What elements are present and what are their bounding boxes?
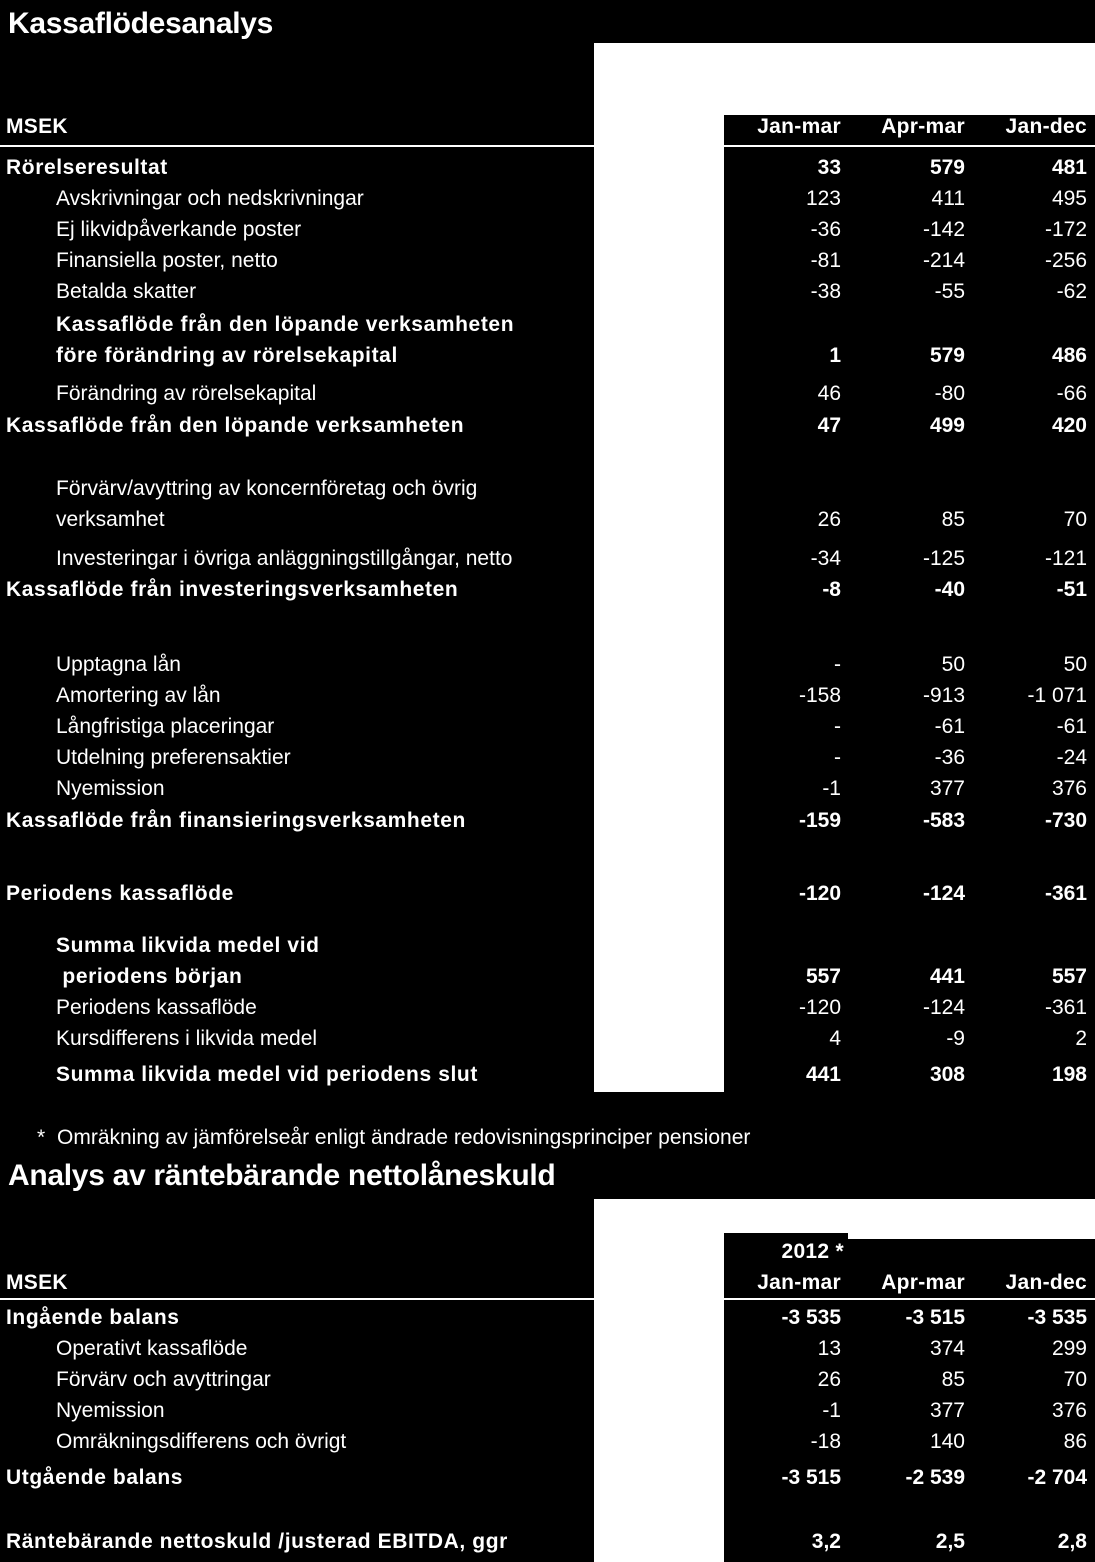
cashflow-row-label: Nyemission bbox=[56, 777, 165, 800]
cashflow-row-label: Utdelning preferensaktier bbox=[56, 746, 291, 769]
cashflow-row-value: -1 071 bbox=[1027, 684, 1087, 707]
cashflow-row-value: -730 bbox=[1044, 809, 1087, 832]
cashflow-row-value: -36 bbox=[934, 746, 965, 769]
netdebt-row-label: Ingående balans bbox=[6, 1306, 180, 1329]
cashflow-row-value: 441 bbox=[805, 1063, 841, 1086]
cashflow-row-value: 198 bbox=[1051, 1063, 1087, 1086]
netdebt-row-value: 13 bbox=[817, 1337, 841, 1360]
cashflow-row-value: -120 bbox=[798, 996, 841, 1019]
cashflow-row-value: 70 bbox=[1063, 508, 1087, 531]
cashflow-row-label: Kassaflöde från den löpande verksamheten bbox=[56, 313, 515, 336]
netdebt-row-value: 299 bbox=[1051, 1337, 1087, 1360]
netdebt-row-value: 2,5 bbox=[935, 1530, 965, 1553]
cashflow-row-label: Upptagna lån bbox=[56, 653, 181, 676]
netdebt-row-label: Räntebärande nettoskuld /justerad EBITDA, ggr bbox=[6, 1530, 508, 1553]
cashflow-row-label: Summa likvida medel vid periodens slut bbox=[56, 1063, 478, 1086]
cashflow-row-label: Investeringar i övriga anläggningstillgångar, netto bbox=[56, 547, 513, 570]
cashflow-row-value: 557 bbox=[805, 965, 841, 988]
cashflow-row-label: Ej likvidpåverkande poster bbox=[56, 218, 302, 241]
footnote-marker: * bbox=[37, 1126, 46, 1149]
white-column-block-mid bbox=[594, 115, 724, 1092]
cashflow-row-label-line2: före förändring av rörelsekapital bbox=[56, 344, 398, 367]
cashflow-row-value: - bbox=[834, 715, 841, 738]
netdebt-row-label: Omräkningsdifferens och övrigt bbox=[56, 1430, 347, 1453]
cashflow-row-value: -120 bbox=[798, 882, 841, 905]
netdebt-row-value: -18 bbox=[810, 1430, 841, 1453]
cashflow-row-label: Kassaflöde från investeringsverksamheten bbox=[6, 578, 459, 601]
netdebt-row-label: Utgående balans bbox=[6, 1466, 184, 1489]
cashflow-row-label: Amortering av lån bbox=[56, 684, 221, 707]
cashflow-row-value: - bbox=[834, 746, 841, 769]
column-header-jan-dec-netdebt: Jan-dec bbox=[1005, 1271, 1087, 1294]
cashflow-row-value: -142 bbox=[922, 218, 965, 241]
cashflow-row-value: -81 bbox=[810, 249, 841, 272]
cashflow-row-value: 481 bbox=[1051, 156, 1087, 179]
netdebt-row-value: -3 515 bbox=[905, 1306, 965, 1329]
netdebt-row-label: Förvärv och avyttringar bbox=[56, 1368, 271, 1391]
netdebt-row-value: 374 bbox=[929, 1337, 965, 1360]
cashflow-row-label-line2: periodens början bbox=[56, 965, 243, 988]
cashflow-row-value: 486 bbox=[1051, 344, 1087, 367]
netdebt-row-value: -2 704 bbox=[1027, 1466, 1087, 1489]
cashflow-row-value: 4 bbox=[829, 1027, 841, 1050]
cashflow-row-value: -214 bbox=[922, 249, 965, 272]
netdebt-row-value: -3 535 bbox=[1027, 1306, 1087, 1329]
cashflow-row-value: -124 bbox=[922, 996, 965, 1019]
year-label: 2012 * bbox=[781, 1240, 844, 1263]
page-title-netdebt: Analys av räntebärande nettolåneskuld bbox=[8, 1159, 556, 1192]
cashflow-row-value: 33 bbox=[817, 156, 841, 179]
cashflow-row-value: -256 bbox=[1044, 249, 1087, 272]
cashflow-row-label: Kursdifferens i likvida medel bbox=[56, 1027, 318, 1050]
netdebt-row-value: 2,8 bbox=[1057, 1530, 1087, 1553]
cashflow-row-label: Rörelseresultat bbox=[6, 156, 168, 179]
cashflow-row-label: Långfristiga placeringar bbox=[56, 715, 275, 738]
cashflow-row-value: -38 bbox=[810, 280, 841, 303]
cashflow-row-value: -125 bbox=[922, 547, 965, 570]
cashflow-row-value: 579 bbox=[929, 156, 965, 179]
cashflow-row-value: -1 bbox=[822, 777, 841, 800]
column-header-jan-dec: Jan-dec bbox=[1005, 115, 1087, 138]
unit-label: MSEK bbox=[6, 115, 68, 138]
netdebt-row-value: 3,2 bbox=[811, 1530, 841, 1553]
white-column-block-bottom-header bbox=[724, 1199, 848, 1233]
cashflow-row-value: -121 bbox=[1044, 547, 1087, 570]
page-title-cashflow: Kassaflödesanalys bbox=[8, 7, 274, 40]
white-column-block-top bbox=[594, 43, 1095, 115]
cashflow-row-label: Avskrivningar och nedskrivningar bbox=[56, 187, 364, 210]
cashflow-row-value: 46 bbox=[817, 382, 841, 405]
cashflow-row-value: 376 bbox=[1051, 777, 1087, 800]
column-header-apr-mar: Apr-mar bbox=[881, 115, 965, 138]
cashflow-row-value: -34 bbox=[810, 547, 841, 570]
cashflow-row-value: 50 bbox=[1063, 653, 1087, 676]
cashflow-row-value: -361 bbox=[1044, 996, 1087, 1019]
netdebt-row-value: -2 539 bbox=[905, 1466, 965, 1489]
unit-label-netdebt: MSEK bbox=[6, 1271, 68, 1294]
cashflow-row-value: -61 bbox=[1056, 715, 1087, 738]
cashflow-row-value: -172 bbox=[1044, 218, 1087, 241]
cashflow-row-value: -66 bbox=[1056, 382, 1087, 405]
cashflow-row-value: -61 bbox=[934, 715, 965, 738]
netdebt-row-value: 376 bbox=[1051, 1399, 1087, 1422]
netdebt-row-value: -1 bbox=[822, 1399, 841, 1422]
netdebt-row-value: 86 bbox=[1063, 1430, 1087, 1453]
cashflow-row-value: 377 bbox=[929, 777, 965, 800]
white-column-block-bottom bbox=[594, 1199, 724, 1562]
cashflow-row-value: -913 bbox=[922, 684, 965, 707]
cashflow-row-value: -80 bbox=[934, 382, 965, 405]
column-header-jan-mar-netdebt: Jan-mar bbox=[757, 1271, 841, 1294]
column-header-apr-mar-netdebt: Apr-mar bbox=[881, 1271, 965, 1294]
cashflow-row-value: 85 bbox=[941, 508, 965, 531]
cashflow-row-label: Förvärv/avyttring av koncernföretag och övrig bbox=[56, 477, 478, 500]
cashflow-row-value: 579 bbox=[929, 344, 965, 367]
cashflow-row-label: Förändring av rörelsekapital bbox=[56, 382, 317, 405]
netdebt-row-label: Nyemission bbox=[56, 1399, 165, 1422]
cashflow-row-value: 557 bbox=[1051, 965, 1087, 988]
cashflow-row-value: 50 bbox=[941, 653, 965, 676]
footnote: Omräkning av jämförelseår enligt ändrade redovisningsprinciper pensioner bbox=[57, 1126, 751, 1149]
cashflow-row-label: Kassaflöde från finansieringsverksamheten bbox=[6, 809, 466, 832]
cashflow-row-value: 2 bbox=[1075, 1027, 1087, 1050]
netdebt-row-value: -3 515 bbox=[781, 1466, 841, 1489]
cashflow-row-label: Summa likvida medel vid bbox=[56, 934, 320, 957]
cashflow-row-label: Betalda skatter bbox=[56, 280, 197, 303]
cashflow-row-value: 441 bbox=[929, 965, 965, 988]
cashflow-row-value: 308 bbox=[929, 1063, 965, 1086]
netdebt-row-value: 26 bbox=[817, 1368, 841, 1391]
cashflow-row-value: -55 bbox=[934, 280, 965, 303]
cashflow-row-label: Periodens kassaflöde bbox=[6, 882, 234, 905]
white-column-block-bottom-right bbox=[848, 1199, 1095, 1239]
netdebt-row-value: 85 bbox=[941, 1368, 965, 1391]
netdebt-row-value: -3 535 bbox=[781, 1306, 841, 1329]
cashflow-row-value: 495 bbox=[1051, 187, 1087, 210]
header-rule-cashflow bbox=[0, 145, 1095, 147]
cashflow-row-label: Periodens kassaflöde bbox=[56, 996, 257, 1019]
cashflow-row-value: 123 bbox=[805, 187, 841, 210]
cashflow-row-label-line2: verksamhet bbox=[56, 508, 165, 531]
cashflow-row-value: - bbox=[834, 653, 841, 676]
cashflow-row-value: -24 bbox=[1056, 746, 1087, 769]
netdebt-row-value: 377 bbox=[929, 1399, 965, 1422]
cashflow-row-value: -158 bbox=[798, 684, 841, 707]
cashflow-row-value: 26 bbox=[817, 508, 841, 531]
netdebt-row-label: Operativt kassaflöde bbox=[56, 1337, 248, 1360]
cashflow-row-label: Finansiella poster, netto bbox=[56, 249, 278, 272]
cashflow-row-value: -583 bbox=[922, 809, 965, 832]
cashflow-row-value: -8 bbox=[822, 578, 841, 601]
cashflow-row-value: -9 bbox=[946, 1027, 965, 1050]
header-rule-netdebt bbox=[0, 1298, 1095, 1300]
cashflow-row-value: -159 bbox=[798, 809, 841, 832]
netdebt-row-value: 140 bbox=[929, 1430, 965, 1453]
cashflow-row-value: -361 bbox=[1044, 882, 1087, 905]
cashflow-row-value: 1 bbox=[829, 344, 841, 367]
cashflow-row-value: 411 bbox=[931, 187, 965, 210]
cashflow-row-value: -124 bbox=[922, 882, 965, 905]
cashflow-row-value: -62 bbox=[1056, 280, 1087, 303]
column-header-jan-mar: Jan-mar bbox=[757, 115, 841, 138]
cashflow-row-value: -51 bbox=[1056, 578, 1087, 601]
cashflow-row-value: 47 bbox=[817, 414, 841, 437]
cashflow-row-value: -40 bbox=[934, 578, 965, 601]
cashflow-row-value: -36 bbox=[810, 218, 841, 241]
cashflow-row-value: 499 bbox=[929, 414, 965, 437]
cashflow-row-value: 420 bbox=[1051, 414, 1087, 437]
cashflow-row-label: Kassaflöde från den löpande verksamheten bbox=[6, 414, 465, 437]
netdebt-row-value: 70 bbox=[1063, 1368, 1087, 1391]
